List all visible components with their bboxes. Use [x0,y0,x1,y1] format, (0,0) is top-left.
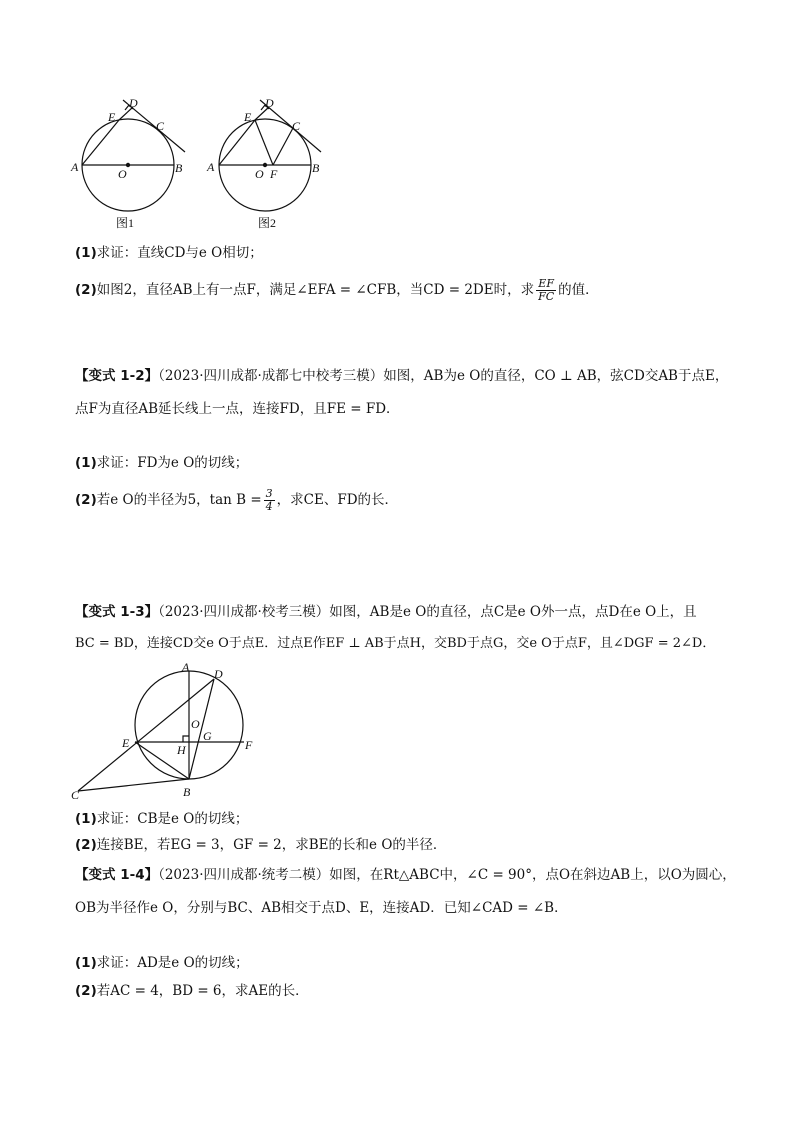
v12-tag: 【变式 1-2】 [75,368,159,384]
v12-part-1: (1)求证：FD为e O的切线； [75,455,249,471]
fig3-right-angle-mark [183,736,189,742]
v13-tag: 【变式 1-3】 [75,604,159,620]
v12-stem-line-2: 点F为直径AB延长线上一点，连接FD，且FE = FD． [75,401,400,417]
fig2-segment-ef [255,120,273,165]
v13-part-2: (2)连接BE，若EG = 3，GF = 2，求BE的长和e O的半径． [75,837,447,853]
fig1-label-a: A [71,160,79,174]
fig3-label-c: C [71,788,80,802]
fig2-label-f: F [270,167,278,181]
fig3-tangent-cb [78,779,189,791]
fig2-label-c: C [292,119,301,133]
fig2-label-o: O [255,167,264,181]
figure-2 [203,94,333,234]
fig1-label-d: D [129,96,138,110]
q1-part-1-text: 直线CD与e O相切； [137,245,263,261]
v13-stem-line-1: 【变式 1-3】（2023·四川成都·校考三模）如图，AB是e O的直径，点C是e O外一点，点D在e O上，且 [75,604,697,620]
v14-part-2: (2)若AC = 4，BD = 6，求AE的长． [75,983,309,999]
q1-part-2: (2)如图2，直径AB上有一点F，满足∠EFA = ∠CFB，当CD = 2DE时，求 $\frac{EF}{FC}$ 的值． [75,277,599,303]
v12-part-2: (2)若e O的半径为5，tan B = $\frac{3}{4}$ ，求CE、FD的长． [75,487,399,513]
fig3-label-a: A [182,660,190,674]
fig3-label-d: D [214,667,223,681]
v14-source: （2023·四川成都·统考二模） [158,867,330,883]
fig1-label-b: B [175,161,183,175]
q1-part-2-text-a: 如图2，直径AB上有一点F，满足∠EFA = ∠CFB，当CD = 2DE时，求 [96,282,535,298]
figure-1 [68,94,198,234]
v12-source: （2023·四川成都·成都七中校考三模） [158,368,384,384]
fig2-segment-fc [273,128,293,165]
v14-part-1: (1)求证：AD是e O的切线； [75,955,249,971]
fig2-label-a: A [207,160,215,174]
v14-stem-line-1: 【变式 1-4】（2023·四川成都·统考二模）如图，在Rt△ABC中，∠C = 90°，点O在斜边AB上，以O为圆心， [75,867,736,883]
fig2-label-d: D [265,96,274,110]
v13-source: （2023·四川成都·校考三模） [158,604,330,620]
q1-part-1: (1)求证：直线CD与e O相切； [75,245,263,261]
fig2-label-e: E [244,110,252,124]
fig3-label-o: O [191,717,200,731]
v14-tag: 【变式 1-4】 [75,867,159,883]
v14-stem-line-2: OB为半径作e O，分别与BC、AB相交于点D、E，连接AD．已知∠CAD = ∠B． [75,900,568,916]
fig2-caption: 图2 [258,216,277,230]
v13-part-1: (1)求证：CB是e O的切线； [75,811,249,827]
v13-stem-line-2: BC = BD，连接CD交e O于点E．过点E作EF ⊥ AB于点H，交BD于点G，交e O于点F，且∠DGF = 2∠D． [75,636,716,651]
q1-fraction: $\frac{EF}{FC}$ [538,277,555,303]
fig1-label-e: E [108,110,116,124]
fig1-caption: 图1 [116,216,135,230]
fig1-label-o: O [118,167,127,181]
fig3-label-h: H [177,743,186,757]
figure-3 [68,659,268,804]
fig3-line-cd [78,679,214,791]
fig3-label-g: G [203,729,212,743]
fig3-label-e: E [122,736,130,750]
fig1-label-c: C [156,119,165,133]
v12-fraction: $\frac{3}{4}$ [265,487,273,513]
fig3-label-b: B [183,785,191,799]
fig3-label-f: F [245,738,253,752]
v12-stem-line-1: 【变式 1-2】（2023·四川成都·成都七中校考三模）如图，AB为e O的直径，CO ⊥ AB，弦CD交AB于点E， [75,368,729,384]
fig2-label-b: B [312,161,320,175]
